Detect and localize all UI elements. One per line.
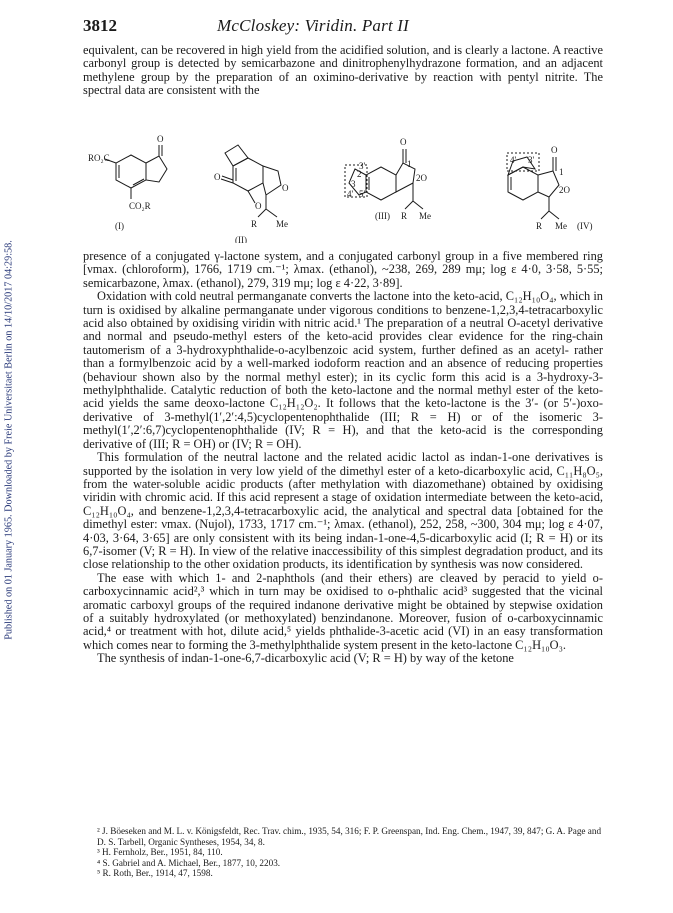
footnote-2: ² J. Böeseken and M. L. v. Königsfeldt, Rec. Trav. chim., 1935, 54, 316; F. P. Greenspan, Ind. Eng. Chem., 1947, 39, 847; G. A. Page and D. S. Tarbell, Organic Syntheses, 1954, 34, 8. (97, 826, 602, 847)
page-header (83, 16, 603, 38)
paragraph-1: presence of a conjugated γ-lactone system, and a conjugated carbonyl group in a five membered ring [νmax. (chloroform), 1766, 1719 cm.⁻¹; λmax. (ethanol), ~238, 269, 289 mμ; log ε 4·0, 3·58, 5·55; semicarbazone, λmax. (ethanol), 279, 319 mμ; log ε 4·22, 3·89]. (83, 249, 603, 290)
structure-IV-label-2o: 2O (559, 185, 570, 195)
structure-I-number: (I) (115, 221, 124, 231)
structure-I (105, 145, 167, 199)
structure-III-label-4p: 4' (347, 189, 354, 199)
structure-III-label-2: 2 (357, 169, 362, 179)
body-text (83, 250, 603, 666)
structure-IV-label-1: 1 (559, 167, 564, 177)
structure-IV-label-o: O (551, 145, 558, 155)
structure-IV-label-r: R (536, 221, 543, 231)
footnote-5: ⁵ R. Roth, Ber., 1914, 47, 1598. (97, 868, 213, 879)
footnotes (83, 826, 603, 879)
paragraph-4: The ease with which 1- and 2-naphthols (and their ethers) are cleaved by peracid to yield o-carboxycinnamic acid²,³ which in turn may be oxidised to o-phthalic acid³ suggested that the vicinal aromatic carboxyl groups of the required indanone derivative might be obtained by stepwise oxidation of a suitably hydroxylated (or methoxylated) benzindanone. Moreover, fusion of o-carboxycinnamic acid,⁴ or treatment with hot, dilute acid,⁵ yields phthalide-3-acetic acid (VI) in an easy transformation which comes near to forming the 3-methylphthalide system present in the keto-lactone C₁₂H₁₀O₃. (83, 570, 603, 652)
footnote-4: ⁴ S. Gabriel and A. Michael, Ber., 1877, 10, 2203. (97, 857, 281, 868)
structure-II-label-o2: O (255, 201, 262, 211)
structure-III-label-3p: 3' (359, 161, 366, 171)
paragraph-5: The synthesis of indan-1-one-6,7-dicarboxylic acid (V; R = H) by way of the ketone (97, 651, 514, 666)
structure-III-label-1: 1 (407, 159, 412, 169)
paragraph-2: Oxidation with cold neutral permanganate converts the lactone into the keto-acid, C₁₂H₁₀O₄, which in turn is oxidised by alkaline permanganate under vigorous conditions to benzene-1,2,3,4-tetracarboxylic acid also obtained by oxidising viridin with nitric acid.¹ The preparation of a neutral O-acetyl derivative and normal and pseudo-methyl esters of the keto-acid provides clear evidence for the ring-chain tautomerism of a 3-hydroxyphthalide-o-acylbenzoic acid system, further defined as an acetyl- rather than a formylbenzoic acid by a well-marked iodoform reaction and an absence of reducing properties (behaviour shown also by the normal methyl ester); in its cyclic form this acid is a 3-hydroxy-3-methylphthalide. Catalytic reduction of both the keto-lactone and the normal methyl ester of the keto-acid yields the same deoxo-lactone C₁₂H₁₂O₂. It follows that the keto-lactone is the 3′- (or 5′-)oxo-derivative of 3-methyl(1′,2′:4,5)cyclopentenophthalide (III; R = H) or of the isomeric 3-methyl(1′,2′:6,7)cyclopentenophthalide (IV; R = H), and that the keto-acid is the corresponding derivative of (III; R = OH) or (IV; R = OH). (83, 289, 603, 451)
structure-II-label-r: R (251, 219, 258, 229)
structure-II-label-o3: O (282, 183, 289, 193)
structure-IV-label-3p: 3' (528, 155, 535, 165)
download-watermark (2, 120, 16, 760)
structure-III-label-5p: 5' (359, 189, 366, 199)
structure-II-label-me: Me (276, 219, 288, 229)
top-paragraph-block (83, 44, 603, 98)
structure-II (221, 145, 281, 217)
structure-III-number: (III) (375, 211, 390, 221)
footnote-3: ³ H. Fernholz, Ber., 1951, 84, 110. (97, 847, 223, 858)
structure-I-label-o: O (157, 134, 164, 144)
structure-III-label-3: 3 (351, 179, 356, 189)
structure-III (345, 149, 423, 209)
structure-II-label-o1: O (214, 172, 221, 182)
structure-IV-label-me: Me (555, 221, 567, 231)
structure-IV-number: (IV) (577, 221, 593, 231)
structure-II-number: (II) (235, 235, 247, 243)
structures-figure (83, 125, 603, 243)
download-watermark-text: Published on 01 January 1965. Downloaded by Freie Universitaet Berlin on 14/10/2017 04:29:58. (3, 240, 15, 640)
structure-III-label-r: R (401, 211, 408, 221)
structure-I-label-co2r: CO₂R (129, 201, 151, 211)
chemical-structures-drawing (83, 125, 603, 243)
structure-III-label-me: Me (419, 211, 431, 221)
paragraph-3: This formulation of the neutral lactone and the related acidic lactol as indan-1-one derivatives is supported by the isolation in very low yield of the dimethyl ester of a keto-dicarboxylic acid, C₁₁H₈O₅, from the water-soluble acidic products (after methylation with diazomethane) obtained by oxidising viridin with chromic acid. If this acid represent a stage of oxidation intermediate between the keto-acid, C₁₂H₁₀O₄, and benzene-1,2,3,4-tetracarboxylic acid, the analytical and spectral data [obtained for the dimethyl ester: νmax. (Nujol), 1733, 1717 cm.⁻¹; λmax. (ethanol), 252, 258, ~300, 304 mμ; log ε 4·07, 4·03, 3·64, 3·65] are only consistent with its being indan-1-one-4,5-dicarboxylic acid (I; R = H) or its 6,7-isomer (V; R = H). In view of the relative inaccessibility of this simplest degradation product, and its close relationship to the other oxidation products, its identification by synthesis was now considered. (83, 450, 603, 572)
structure-IV-label-4p: 4' (510, 155, 517, 165)
page-number: 3812 (83, 16, 117, 35)
structure-I-label-ro2c: RO₂C (88, 153, 110, 163)
structure-III-label-o: O (400, 137, 407, 147)
running-title: McCloskey: Viridin. Part II (217, 16, 410, 35)
top-paragraph: equivalent, can be recovered in high yield from the acidified solution, and is clearly a lactone. A reactive carbonyl group is detected by semicarbazone and dinitrophenylhydrazone formation, and an adjacent methylene group by the preparation of an oximino-derivative by reaction with pentyl nitrite. The spectral data are consistent with the (83, 43, 603, 98)
structure-III-label-2o: 2O (416, 173, 427, 183)
